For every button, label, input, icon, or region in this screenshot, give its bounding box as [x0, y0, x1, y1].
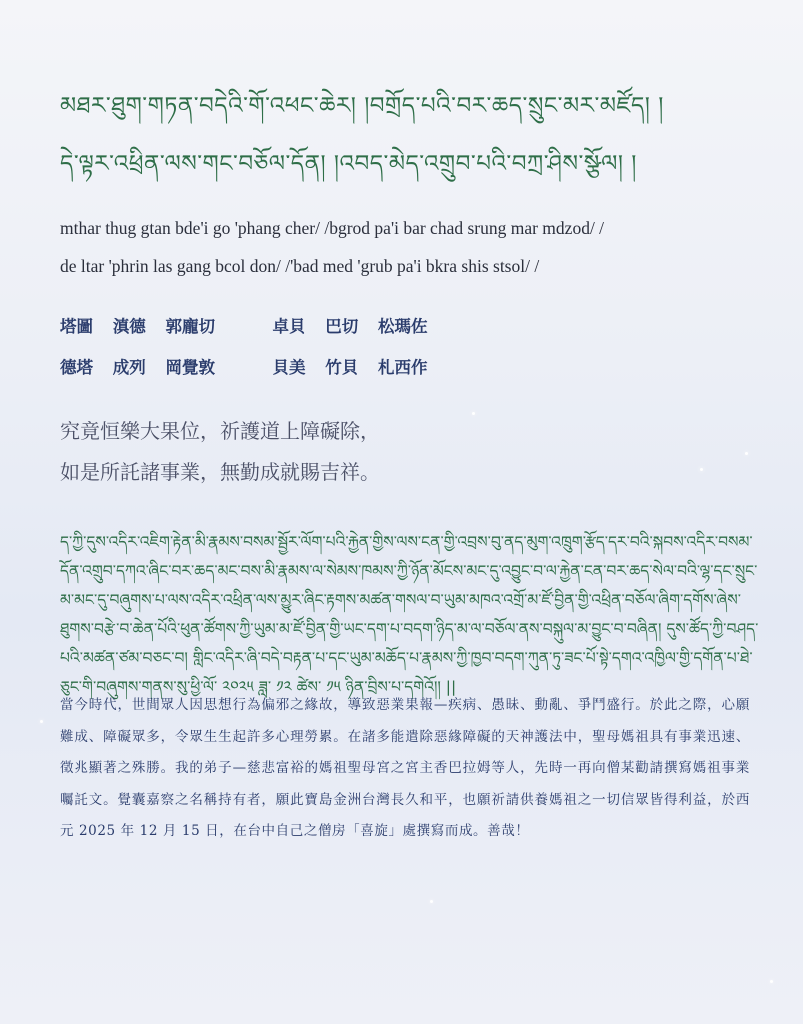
phonetic-name: 卓貝	[272, 317, 306, 336]
sparkle	[472, 412, 475, 415]
transliteration-line-2: de ltar 'phrin las gang bcol don/ /'bad med 'grub pa'i bkra shis stsol/ /	[60, 256, 540, 276]
phonetic-name: 郭龐切	[165, 317, 215, 336]
sparkle	[770, 980, 773, 983]
phonetic-names-row-2	[60, 354, 428, 378]
transliteration-line-1: mthar thug gtan bde'i go 'phang cher/ /bgrod pa'i bar chad srung mar mdzod/ /	[60, 218, 605, 238]
phonetic-name: 貝美	[272, 358, 306, 377]
phonetic-names-row-1	[60, 313, 428, 337]
chinese-verse-line-1: 究竟恒樂大果位，祈護道上障礙除，	[60, 419, 380, 443]
tibetan-colophon: ད་ཀྱི་དུས་འདིར་འཇིག་རྟེན་མི་རྣམས་བསམ་སྦྱོར་ལོག་པའི་རྐྱེན་གྱིས་ལས་ངན་གྱི་འབྲས་བུ་ནད་མུག་འཁྲུག་རྩོད་དར་བའི་སྐབས་འདིར་བསམ་དོན་འགྲུབ་དཀའ་ཞིང་བར་ཆད་མང་བས་མི་རྣམས་ལ་སེམས་ཁམས་ཀྱི་ཉོན་མོངས་མང་དུ་འབྱུང་བ་ལ་རྐྱེན་ངན་བར་ཆད་སེལ་བའི་ལྷ་དང་སྲུང་མ་མང་དུ་བཞུགས་པ་ལས་འདིར་འཕྲིན་ལས་མྱུར་ཞིང་རྟགས་མཚན་གསལ་བ་ཡུམ་མཁའ་འགྲོ་མ་ཛོ་བྱིན་གྱི་འཕྲིན་བཅོལ་ཞིག་དགོས་ཞེས་ཐུགས་བརྩེ་བ་ཆེན་པོའི་ཕུན་ཚོགས་ཀྱི་ཡུམ་མ་ཛོ་བྱིན་གྱི་ཡང་དག་པ་བདག་ཉིད་མ་ལ་བཅོལ་ནས་བསྐུལ་མ་བྱུང་བ་བཞིན། དུས་ཚོད་ཀྱི་བཤད་པའི་མཚན་ཙམ་བཅང་བ། གླིང་འདིར་ཞི་བདེ་བརྟན་པ་དང་ཡུམ་མཆོད་པ་རྣམས་ཀྱི་ཁྱབ་བདག་ཀུན་ཏུ་ཟང་པོ་སྟེ་དགའ་འཁྱིལ་གྱི་དགོན་པ་ཐེ་ཅུང་གི་བཞུགས་གནས་སུ་ཕྱི་ལོ་ ༢༠༢༥ ཟླ་ ༡༢ ཚེས་ ༡༥ ཉིན་བྲིས་པ་དགེའོ།། ||	[60, 533, 759, 696]
chinese-colophon: 當今時代，世間眾人因思想行為偏邪之緣故，導致惡業果報—疾病、愚昧、動亂、爭鬥盛行。於此之際，心願難成、障礙眾多，令眾生生起許多心理勞累。在諸多能遣除惡緣障礙的天神護法中，聖母媽祖具有事業迅速、徵兆顯著之殊勝。我的弟子—慈悲富裕的媽祖聖母宮之宮主香巴拉姆等人，先時一再向僧某勸請撰寫媽祖事業囑託文。覺囊嘉察之名稱持有者，願此寶島金洲台灣長久和平，也願祈請供養媽祖之一切信眾皆得利益，於西元 2025 年 12 月 15 日，在台中自己之僧房「喜旋」處撰寫而成。善哉！	[60, 697, 750, 839]
phonetic-name: 塔圖	[60, 317, 93, 336]
sparkle	[40, 720, 43, 723]
sparkle	[700, 468, 703, 471]
phonetic-name: 巴切	[325, 317, 359, 336]
phonetic-name: 成列	[112, 358, 146, 377]
phonetic-name: 松瑪佐	[378, 317, 428, 336]
phonetic-name: 德塔	[60, 358, 93, 377]
sparkle	[430, 900, 433, 903]
phonetic-name: 滇德	[112, 317, 146, 336]
chinese-verse-line-2: 如是所託諸事業，無勤成就賜吉祥。	[60, 460, 380, 484]
tibetan-verse-line-1: མཐར་ཐུག་གཏན་བདེའི་གོ་འཕང་ཆེར། །བགྲོད་པའི་བར་ཆད་སྲུང་མར་མཛོད། །	[60, 93, 664, 119]
tibetan-verse-line-2: དེ་ལྟར་འཕྲིན་ལས་གང་བཅོལ་དོན། །འབད་མེད་འགྲུབ་པའི་བཀྲ་ཤིས་སྩོལ། །	[60, 151, 637, 177]
phonetic-name: 札西作	[378, 358, 428, 377]
phonetic-name: 竹貝	[325, 358, 359, 377]
sparkle	[745, 452, 748, 455]
phonetic-name: 岡覺敦	[165, 358, 215, 377]
